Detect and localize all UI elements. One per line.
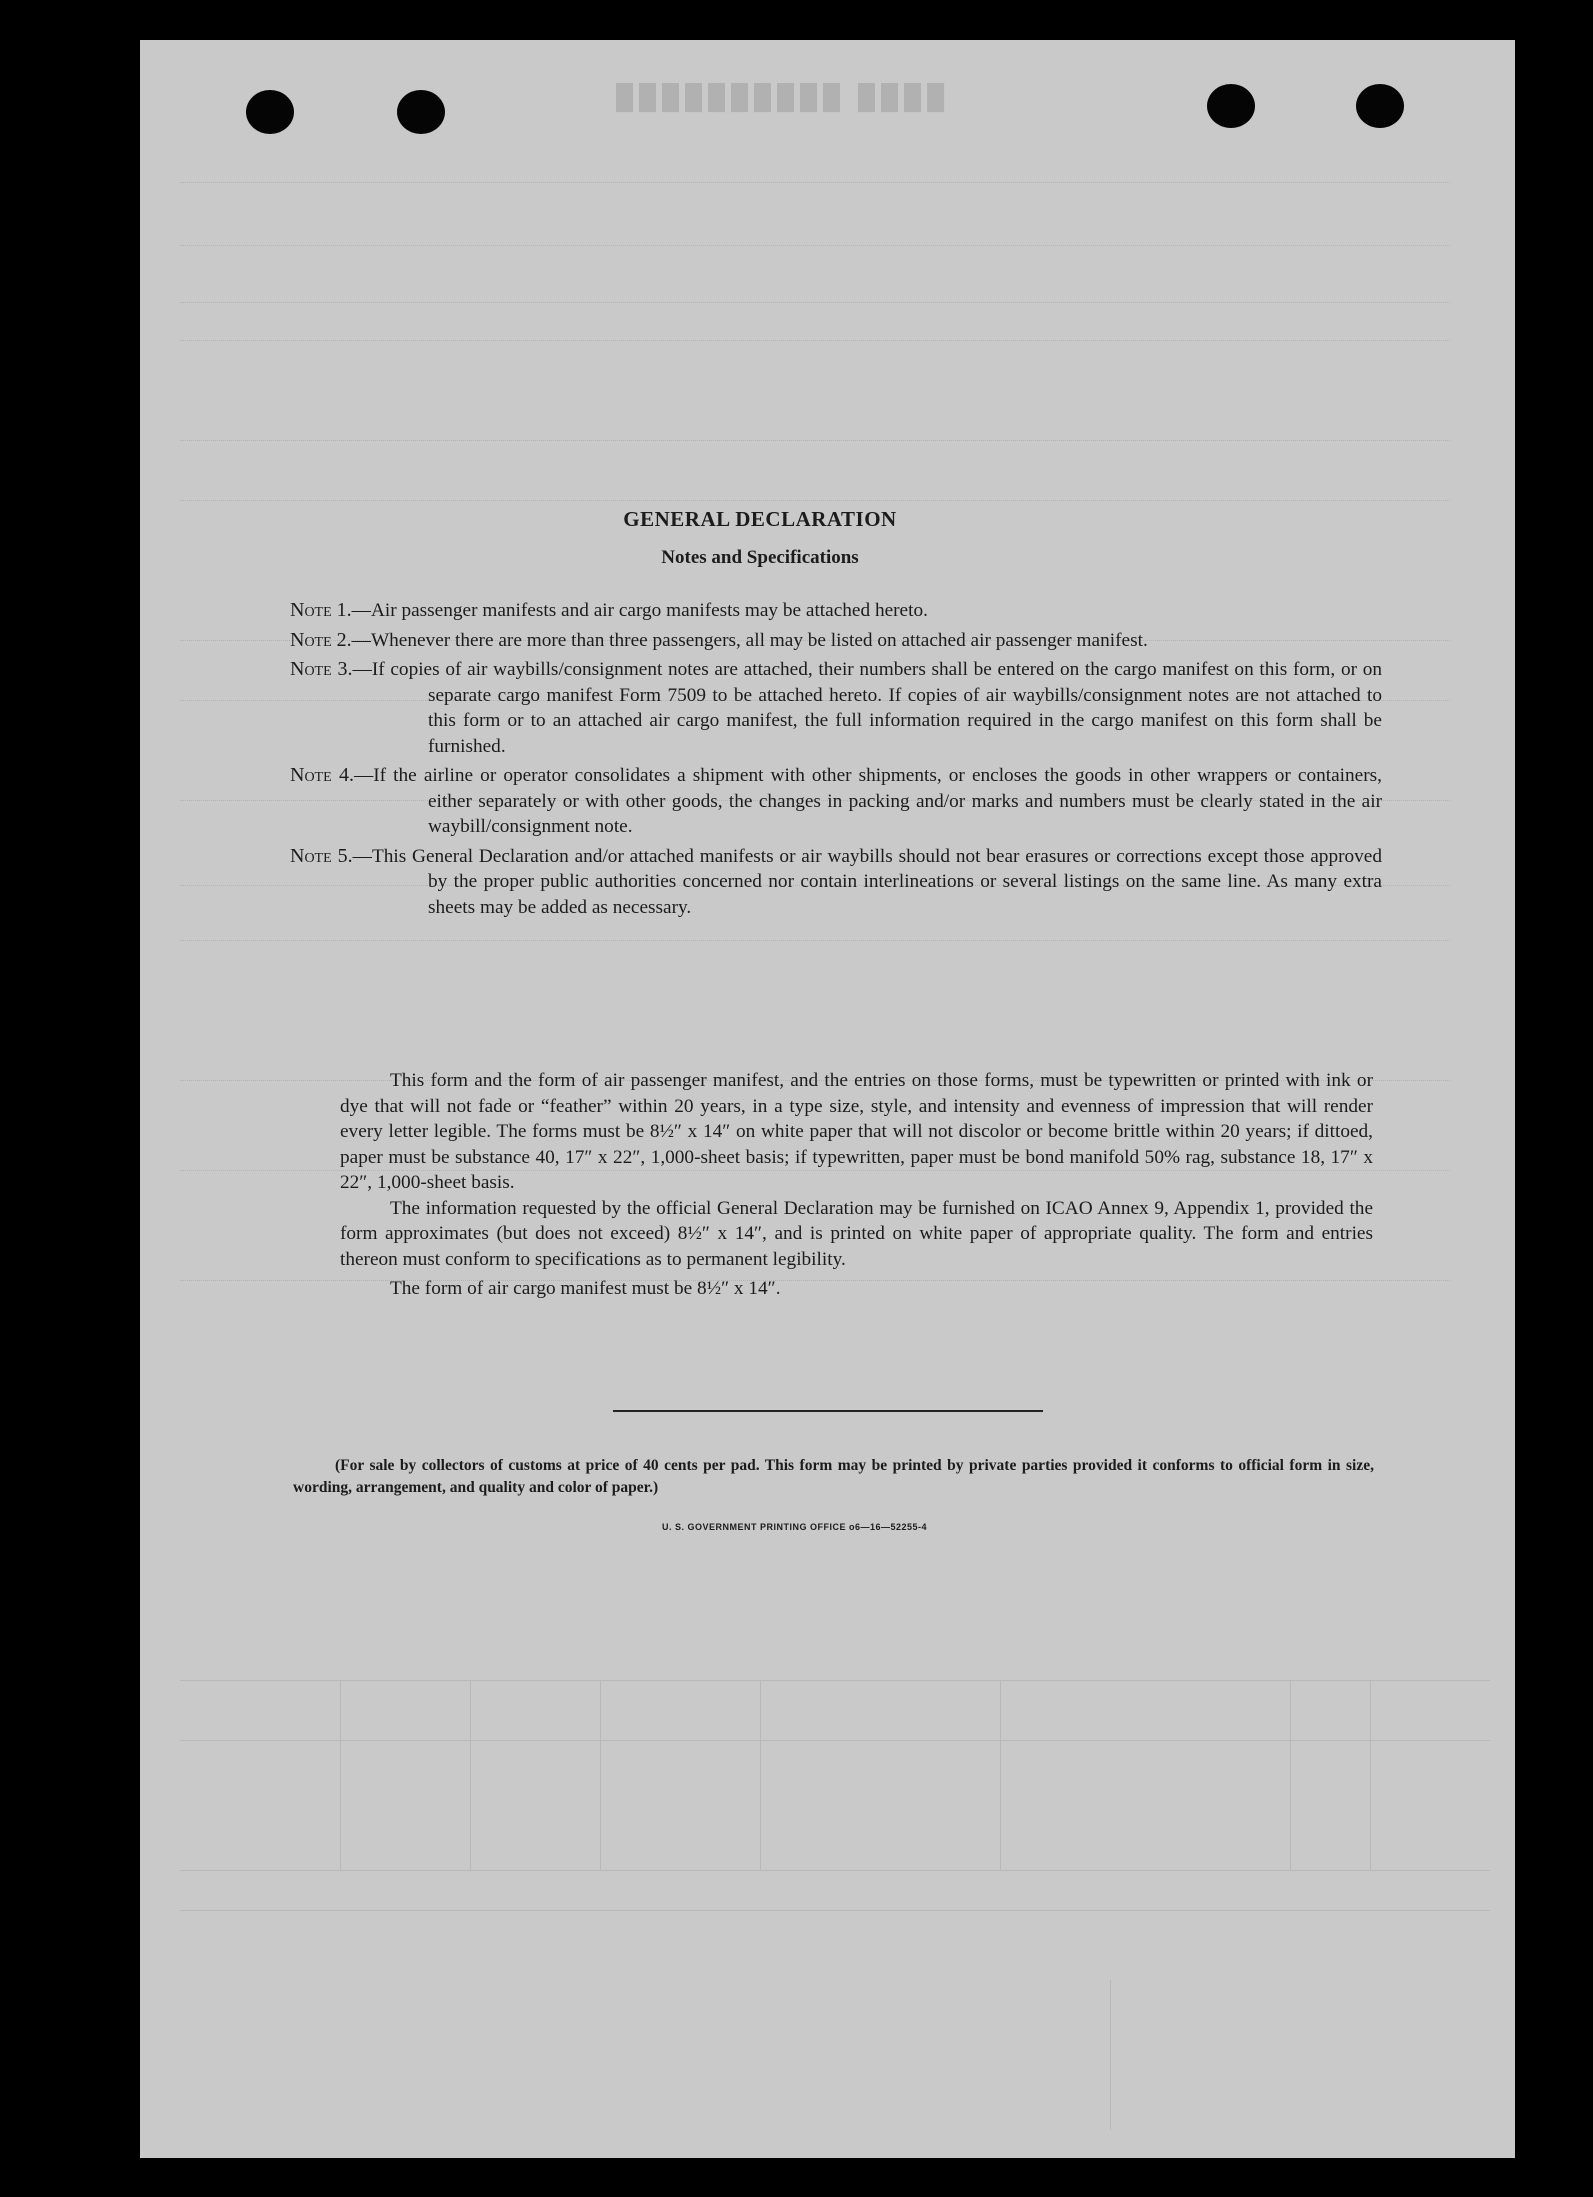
note-1 bbox=[290, 598, 1382, 624]
paragraph-cargo-manifest-size: The form of air cargo manifest must be 8½″ x 14″. bbox=[390, 1278, 781, 1299]
divider-rule bbox=[613, 1410, 1043, 1412]
note-5 bbox=[290, 844, 1382, 921]
note-text: —If copies of air waybills/consignment notes are attached, their numbers shall be entered on the cargo manifest on this form, or on separate cargo manifest Form 7509 to be attached hereto. If copies of air waybills/consignment notes are not attached to this form or to an attached air cargo manifest, the full information required in the cargo manifest on this form shall be furnished. bbox=[352, 659, 1382, 757]
declaration-title: GENERAL DECLARATION bbox=[623, 507, 897, 531]
punch-hole-left-2 bbox=[397, 90, 445, 134]
punch-hole-left-1 bbox=[246, 90, 294, 134]
printer-imprint: U. S. GOVERNMENT PRINTING OFFICE o6—16—52255-4 bbox=[662, 1522, 928, 1532]
note-text: —If the airline or operator consolidates a shipment with other shipments, or encloses the goods in other wrappers or containers, either separately or with other goods, the changes in packing and/or marks and numbers must be clearly stated in the air waybill/consignment note. bbox=[353, 765, 1382, 837]
scanned-page bbox=[140, 40, 1515, 2158]
note-text: —Air passenger manifests and air cargo manifests may be attached hereto. bbox=[351, 600, 928, 621]
paragraph-icao-annex: The information requested by the official General Declaration may be furnished on ICAO Annex 9, Appendix 1, provided the form approximates (but does not exceed) 8½″ x 14″, and is printed on white paper of appropriate quality. The form and entries thereon must conform to specifications as to permanent legibility. bbox=[340, 1197, 1373, 1270]
declaration-subtitle: Notes and Specifications bbox=[661, 547, 859, 568]
note-label: Note 4. bbox=[290, 764, 354, 786]
punch-hole-right-2 bbox=[1356, 84, 1404, 128]
note-3 bbox=[290, 657, 1382, 759]
note-label: Note 2. bbox=[290, 628, 352, 651]
specification-paragraphs bbox=[340, 1068, 1373, 1302]
note-4 bbox=[290, 763, 1382, 840]
note-2 bbox=[290, 628, 1382, 654]
sale-notice: (For sale by collectors of customs at price of 40 cents per pad. This form may be printed by private parties provided it conforms to official form in size, wording, arrangement, and quality and color of paper.) bbox=[293, 1457, 1374, 1496]
note-text: —Whenever there are more than three passengers, all may be listed on attached air passenger manifest. bbox=[351, 629, 1148, 651]
notes-list bbox=[290, 598, 1382, 924]
note-text: —This General Declaration and/or attached manifests or air waybills should not bear erasures or corrections except those approved by the proper public authorities concerned nor contain interlineations or several listings on the same line. As many extra sheets may be added as necessary. bbox=[352, 845, 1382, 918]
note-label: Note 3. bbox=[290, 658, 353, 680]
punch-hole-right-1 bbox=[1207, 84, 1255, 128]
reverse-side-bleed-through: ████ ██████████ bbox=[140, 40, 1515, 2158]
paragraph-typewritten-requirements: This form and the form of air passenger manifest, and the entries on those forms, must be typewritten or printed with ink or dye that will not fade or “feather” within 20 years, in a type size, style, and intensity and evenness of impression that will render every letter legible. The forms must be 8½″ x 14″ on white paper that will not discolor or become brittle within 20 years; if dittoed, paper must be substance 40, 17″ x 22″, 1,000-sheet basis; if typewritten, paper must be bond manifold 50% rag, substance 18, 17″ x 22″, 1,000-sheet basis. bbox=[340, 1070, 1373, 1193]
note-label: Note 1. bbox=[290, 599, 352, 621]
note-label: Note 5. bbox=[290, 844, 353, 867]
